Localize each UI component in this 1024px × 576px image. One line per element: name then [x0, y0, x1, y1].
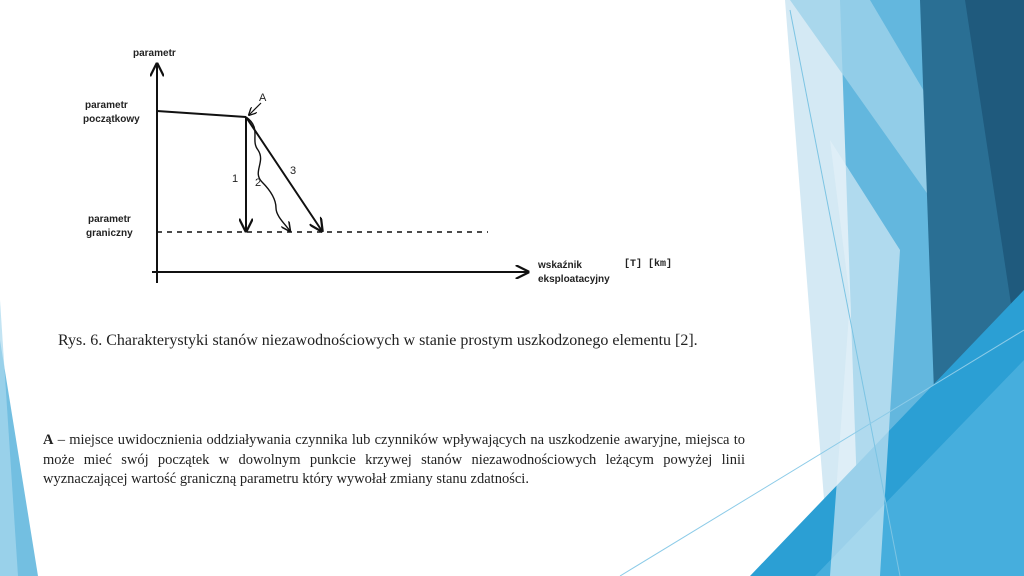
curve-2-label: 2: [255, 177, 262, 189]
initial-label-line1: parametr: [85, 100, 128, 111]
curve-3-gradual-wear: [246, 117, 322, 231]
y-axis-label: parametr: [133, 48, 176, 59]
initial-label-line2: początkowy: [83, 114, 140, 125]
limit-label-line1: parametr: [88, 214, 131, 225]
figure-caption: Rys. 6. Charakterystyki stanów niezawodnościowych w stanie prostym uszkodzonego elementu [2].: [58, 332, 698, 349]
x-axis-label-line2: eksploatacyjny: [538, 274, 610, 285]
point-a-label: A: [259, 92, 267, 104]
curve-1-label: 1: [232, 173, 239, 185]
description-term: A: [43, 432, 54, 448]
description-paragraph: [43, 431, 745, 490]
x-axis-label-line1: wskaźnik: [538, 260, 582, 271]
limit-label-line2: graniczny: [86, 228, 133, 239]
point-a-pointer: [249, 103, 261, 115]
initial-parameter-line: [157, 111, 246, 117]
units-label: [T] [km]: [624, 259, 673, 270]
curve-3-label: 3: [290, 165, 297, 177]
description-text: – miejsce uwidocznienia oddziaływania czynnika lub czynników wpływających na uszkodzenie awaryjne, miejsca to może mieć swój początek w dowolnym punkcie krzywej stanów niezawodnościowych leżącym powyżej linii wyznaczającej wartość graniczną parametru który wywołał zmiany stanu zdatności.: [43, 432, 745, 487]
